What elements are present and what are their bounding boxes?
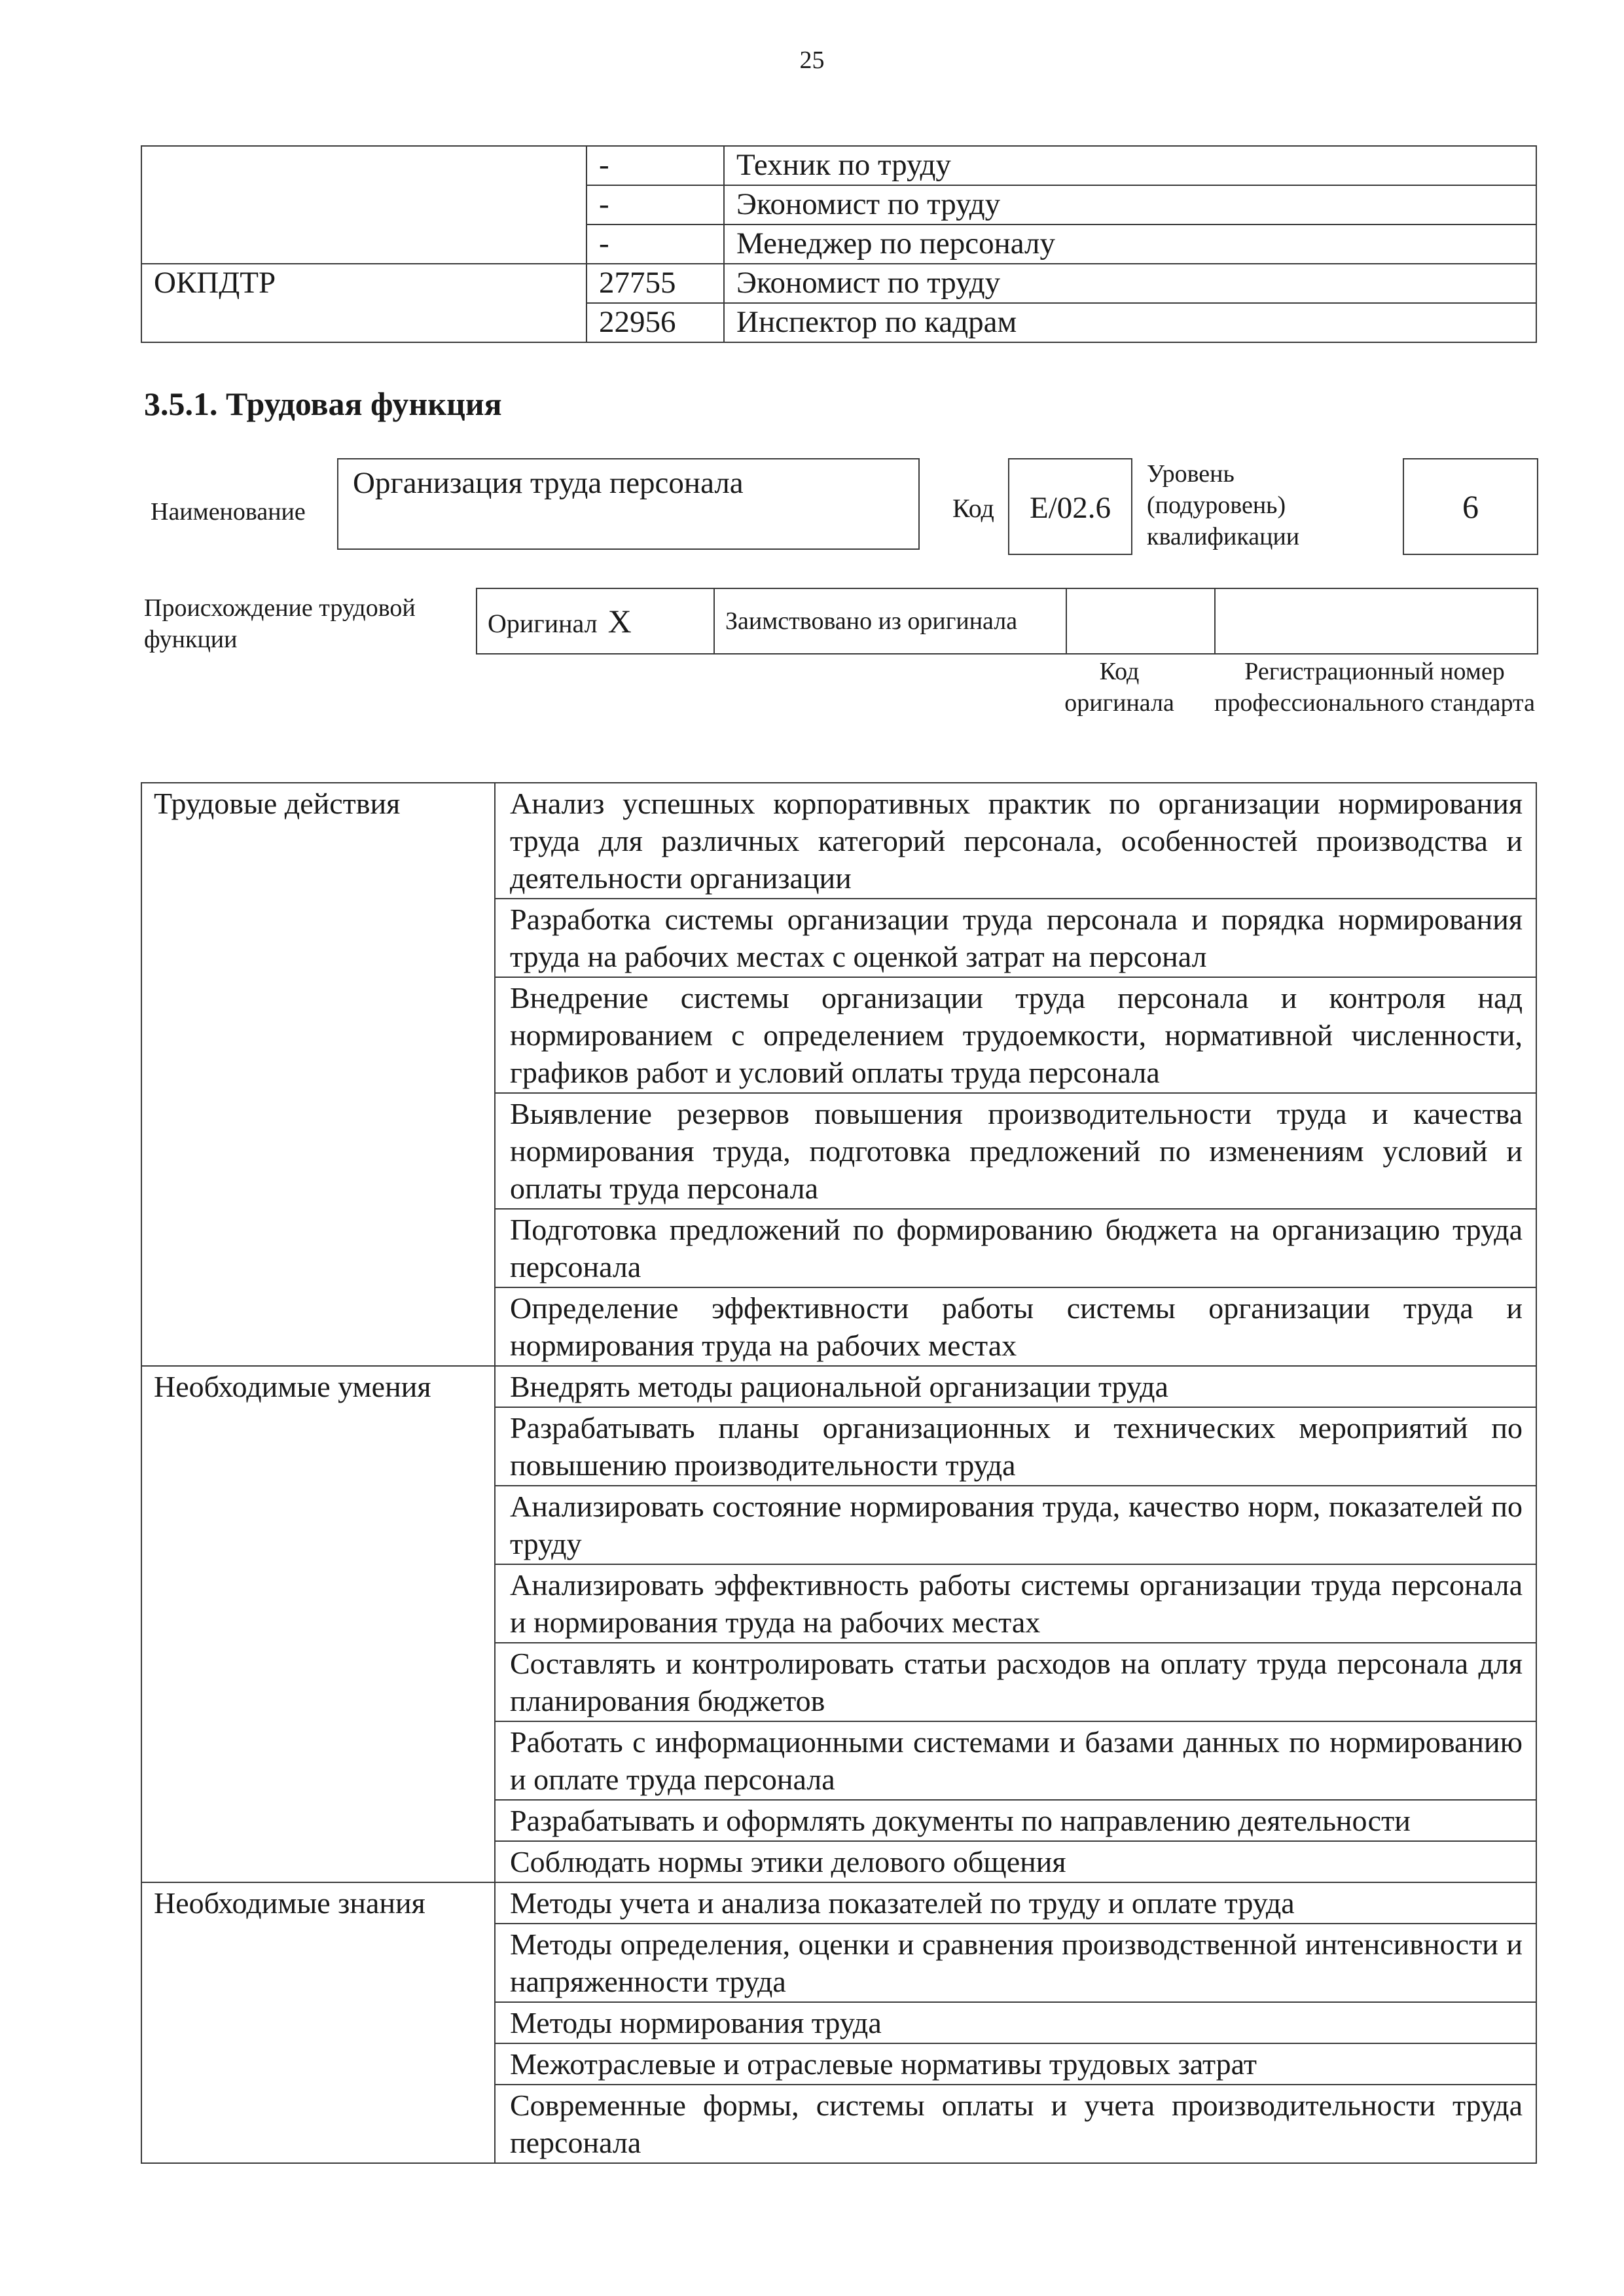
category-required-skills: Необходимые умения xyxy=(141,1366,495,1882)
classifier-cell xyxy=(141,146,586,264)
occupation-name: Экономист по труду xyxy=(724,264,1536,303)
qualification-level-box: 6 xyxy=(1403,458,1538,555)
required-skill: Разрабатывать и оформлять документы по направлению деятельности xyxy=(495,1800,1536,1841)
level-label-line: квалификации xyxy=(1147,523,1300,550)
required-skill: Анализировать состояние нормирования труда, качество норм, показателей по труду xyxy=(495,1486,1536,1564)
required-skill: Соблюдать нормы этики делового общения xyxy=(495,1841,1536,1882)
registration-number-cell xyxy=(1215,588,1538,654)
occupation-code: 22956 xyxy=(586,303,724,342)
category-labor-actions: Трудовые действия xyxy=(141,783,495,1366)
borrowed-cell: Заимствовано из оригинала xyxy=(714,588,1066,654)
registration-number-caption: Регистрационный номер профессионального стандарта xyxy=(1214,658,1535,717)
name-label: Наименование xyxy=(151,498,306,526)
labor-action: Определение эффективности работы системы организации труда и нормирования труда на рабочих местах xyxy=(495,1287,1536,1366)
labor-action: Анализ успешных корпоративных практик по организации нормирования труда для различных категорий персонала, особенностей производства и деятельности организации xyxy=(495,783,1536,899)
required-knowledge: Методы учета и анализа показателей по труду и оплате труда xyxy=(495,1882,1536,1924)
table-row xyxy=(141,783,1536,899)
original-cell xyxy=(477,588,714,654)
occupation-name: Инспектор по кадрам xyxy=(724,303,1536,342)
original-code-caption: Код оригинала xyxy=(1064,658,1174,717)
occupations-table xyxy=(141,145,1537,343)
table-row xyxy=(141,146,1536,185)
occupation-code: 27755 xyxy=(586,264,724,303)
occupation-code: - xyxy=(586,185,724,224)
table-row xyxy=(477,588,1538,654)
labor-action: Выявление резервов повышения производительности труда и качества нормирования труда, подготовка предложений по изменениям условий и оплаты труда персонала xyxy=(495,1093,1536,1209)
original-label: Оригинал xyxy=(488,609,598,638)
labor-action: Внедрение системы организации труда персонала и контроля над нормированием с определением трудоемкости, нормативной численности, графиков работ и условий оплаты труда персонала xyxy=(495,977,1536,1093)
code-label: Код xyxy=(952,493,994,523)
original-code-cell xyxy=(1066,588,1215,654)
occupation-code: - xyxy=(586,146,724,185)
required-knowledge: Методы определения, оценки и сравнения производственной интенсивности и напряженности труда xyxy=(495,1924,1536,2002)
labor-action: Подготовка предложений по формированию бюджета на организацию труда персонала xyxy=(495,1209,1536,1287)
function-content-table xyxy=(141,782,1537,2164)
required-knowledge: Методы нормирования труда xyxy=(495,2002,1536,2043)
required-knowledge: Межотраслевые и отраслевые нормативы трудовых затрат xyxy=(495,2043,1536,2085)
original-mark: X xyxy=(607,603,632,639)
required-skill: Разрабатывать планы организационных и технических мероприятий по повышению производительности труда xyxy=(495,1407,1536,1486)
level-label-line: Уровень xyxy=(1147,460,1235,488)
labor-action: Разработка системы организации труда персонала и порядка нормирования труда на рабочих местах с оценкой затрат на персонал xyxy=(495,899,1536,977)
required-skill: Внедрять методы рациональной организации труда xyxy=(495,1366,1536,1407)
table-row xyxy=(141,264,1536,303)
occupation-code: - xyxy=(586,224,724,264)
required-skill: Составлять и контролировать статьи расходов на оплату труда персонала для планирования бюджетов xyxy=(495,1643,1536,1721)
level-label-line: (подуровень) xyxy=(1147,492,1286,519)
occupation-name: Экономист по труду xyxy=(724,185,1536,224)
category-required-knowledge: Необходимые знания xyxy=(141,1882,495,2163)
required-knowledge: Современные формы, системы оплаты и учета производительности труда персонала xyxy=(495,2085,1536,2163)
function-name-box: Организация труда персонала xyxy=(337,458,920,550)
occupation-name: Менеджер по персоналу xyxy=(724,224,1536,264)
section-title: 3.5.1. Трудовая функция xyxy=(144,386,502,422)
function-code-box: E/02.6 xyxy=(1008,458,1132,555)
required-skill: Работать с информационными системами и базами данных по нормированию и оплате труда персонала xyxy=(495,1721,1536,1800)
classifier-cell: ОКПДТР xyxy=(141,264,586,342)
qualification-level-label xyxy=(1147,458,1369,552)
origin-label: Происхождение трудовой функции xyxy=(144,594,416,653)
page-number: 25 xyxy=(799,46,825,74)
origin-table xyxy=(476,588,1538,655)
occupation-name: Техник по труду xyxy=(724,146,1536,185)
table-row xyxy=(141,1366,1536,1407)
table-row xyxy=(141,1882,1536,1924)
required-skill: Анализировать эффективность работы системы организации труда персонала и нормирования труда на рабочих местах xyxy=(495,1564,1536,1643)
